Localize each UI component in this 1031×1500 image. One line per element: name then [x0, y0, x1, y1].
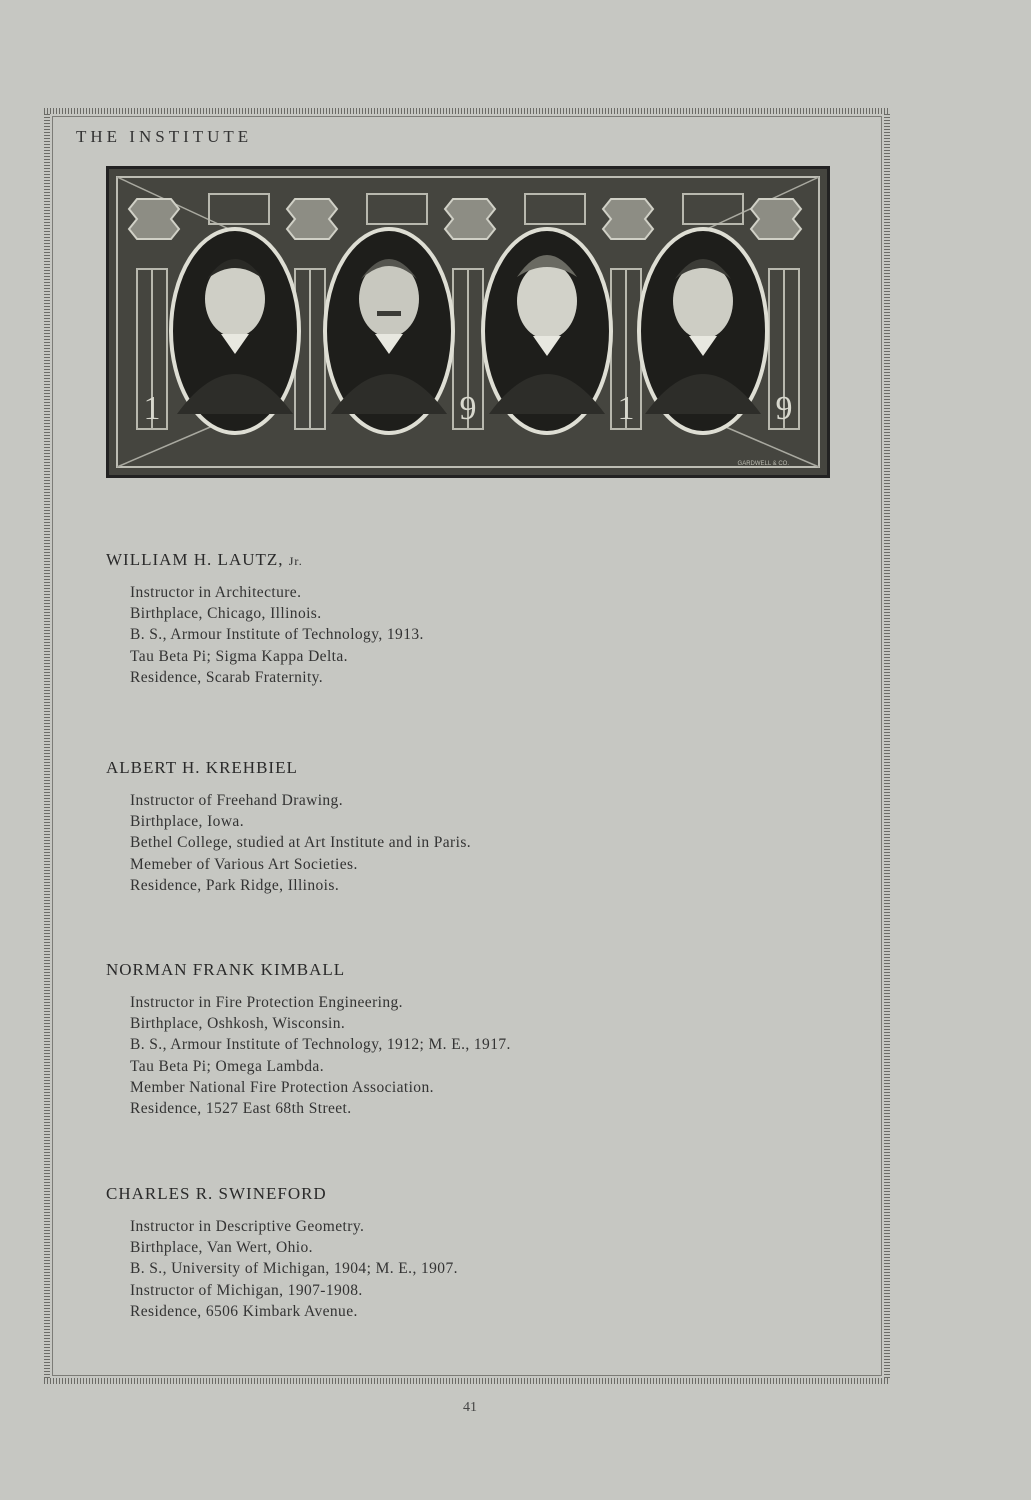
detail-line: Residence, Park Ridge, Illinois.: [130, 876, 340, 894]
year-glyph-1: 1: [143, 390, 161, 427]
year-glyph-4: 9: [775, 390, 793, 427]
detail-line: Residence, 1527 East 68th Street.: [130, 1100, 352, 1118]
faculty-details: [106, 790, 806, 896]
faculty-details: [106, 582, 806, 688]
engraver-credit: GARDWELL & CO.: [737, 461, 789, 467]
faculty-entry: [106, 758, 806, 896]
detail-line: Memeber of Various Art Societies.: [130, 855, 358, 873]
detail-line: Tau Beta Pi; Sigma Kappa Delta.: [130, 647, 348, 665]
detail-line: Birthplace, Iowa.: [130, 813, 244, 831]
detail-line: B. S., University of Michigan, 1904; M. E., 1907.: [130, 1260, 458, 1278]
faculty-entry: [106, 550, 806, 688]
detail-line: Birthplace, Chicago, Illinois.: [130, 605, 322, 623]
detail-line: Instructor in Fire Protection Engineering.: [130, 994, 403, 1011]
detail-line: Instructor of Freehand Drawing.: [130, 792, 343, 809]
detail-line: Residence, 6506 Kimbark Avenue.: [130, 1302, 358, 1320]
portrait-banner: [106, 166, 830, 478]
year-glyph-2: 9: [459, 390, 477, 427]
faculty-details: [106, 992, 806, 1119]
detail-line: Birthplace, Van Wert, Ohio.: [130, 1239, 313, 1257]
faculty-name: CHARLES R. SWINEFORD: [106, 1184, 327, 1203]
stained-glass-panel: [109, 169, 827, 475]
page-number: 41: [463, 1400, 477, 1415]
detail-line: Residence, Scarab Fraternity.: [130, 668, 324, 686]
faculty-name: ALBERT H. KREHBIEL: [106, 758, 298, 777]
detail-line: B. S., Armour Institute of Technology, 1913.: [130, 626, 424, 644]
detail-line: Instructor of Michigan, 1907-1908.: [130, 1281, 363, 1299]
detail-line: Birthplace, Oshkosh, Wisconsin.: [130, 1015, 346, 1033]
faculty-entry: [106, 1184, 806, 1322]
detail-line: B. S., Armour Institute of Technology, 1912; M. E., 1917.: [130, 1036, 511, 1054]
name-suffix: Jr.: [288, 554, 303, 568]
detail-line: Tau Beta Pi; Omega Lambda.: [130, 1057, 324, 1075]
detail-line: Member National Fire Protection Association.: [130, 1078, 434, 1096]
faculty-name: NORMAN FRANK KIMBALL: [106, 960, 346, 979]
detail-line: Instructor in Architecture.: [130, 584, 302, 601]
year-glyph-3: 1: [617, 390, 635, 427]
faculty-entry: [106, 960, 806, 1119]
faculty-details: [106, 1216, 806, 1322]
running-head: THE INSTITUTE: [76, 127, 253, 146]
detail-line: Instructor in Descriptive Geometry.: [130, 1218, 365, 1235]
faculty-name: WILLIAM H. LAUTZ, Jr.: [106, 550, 303, 569]
detail-line: Bethel College, studied at Art Institute and in Paris.: [130, 834, 472, 852]
